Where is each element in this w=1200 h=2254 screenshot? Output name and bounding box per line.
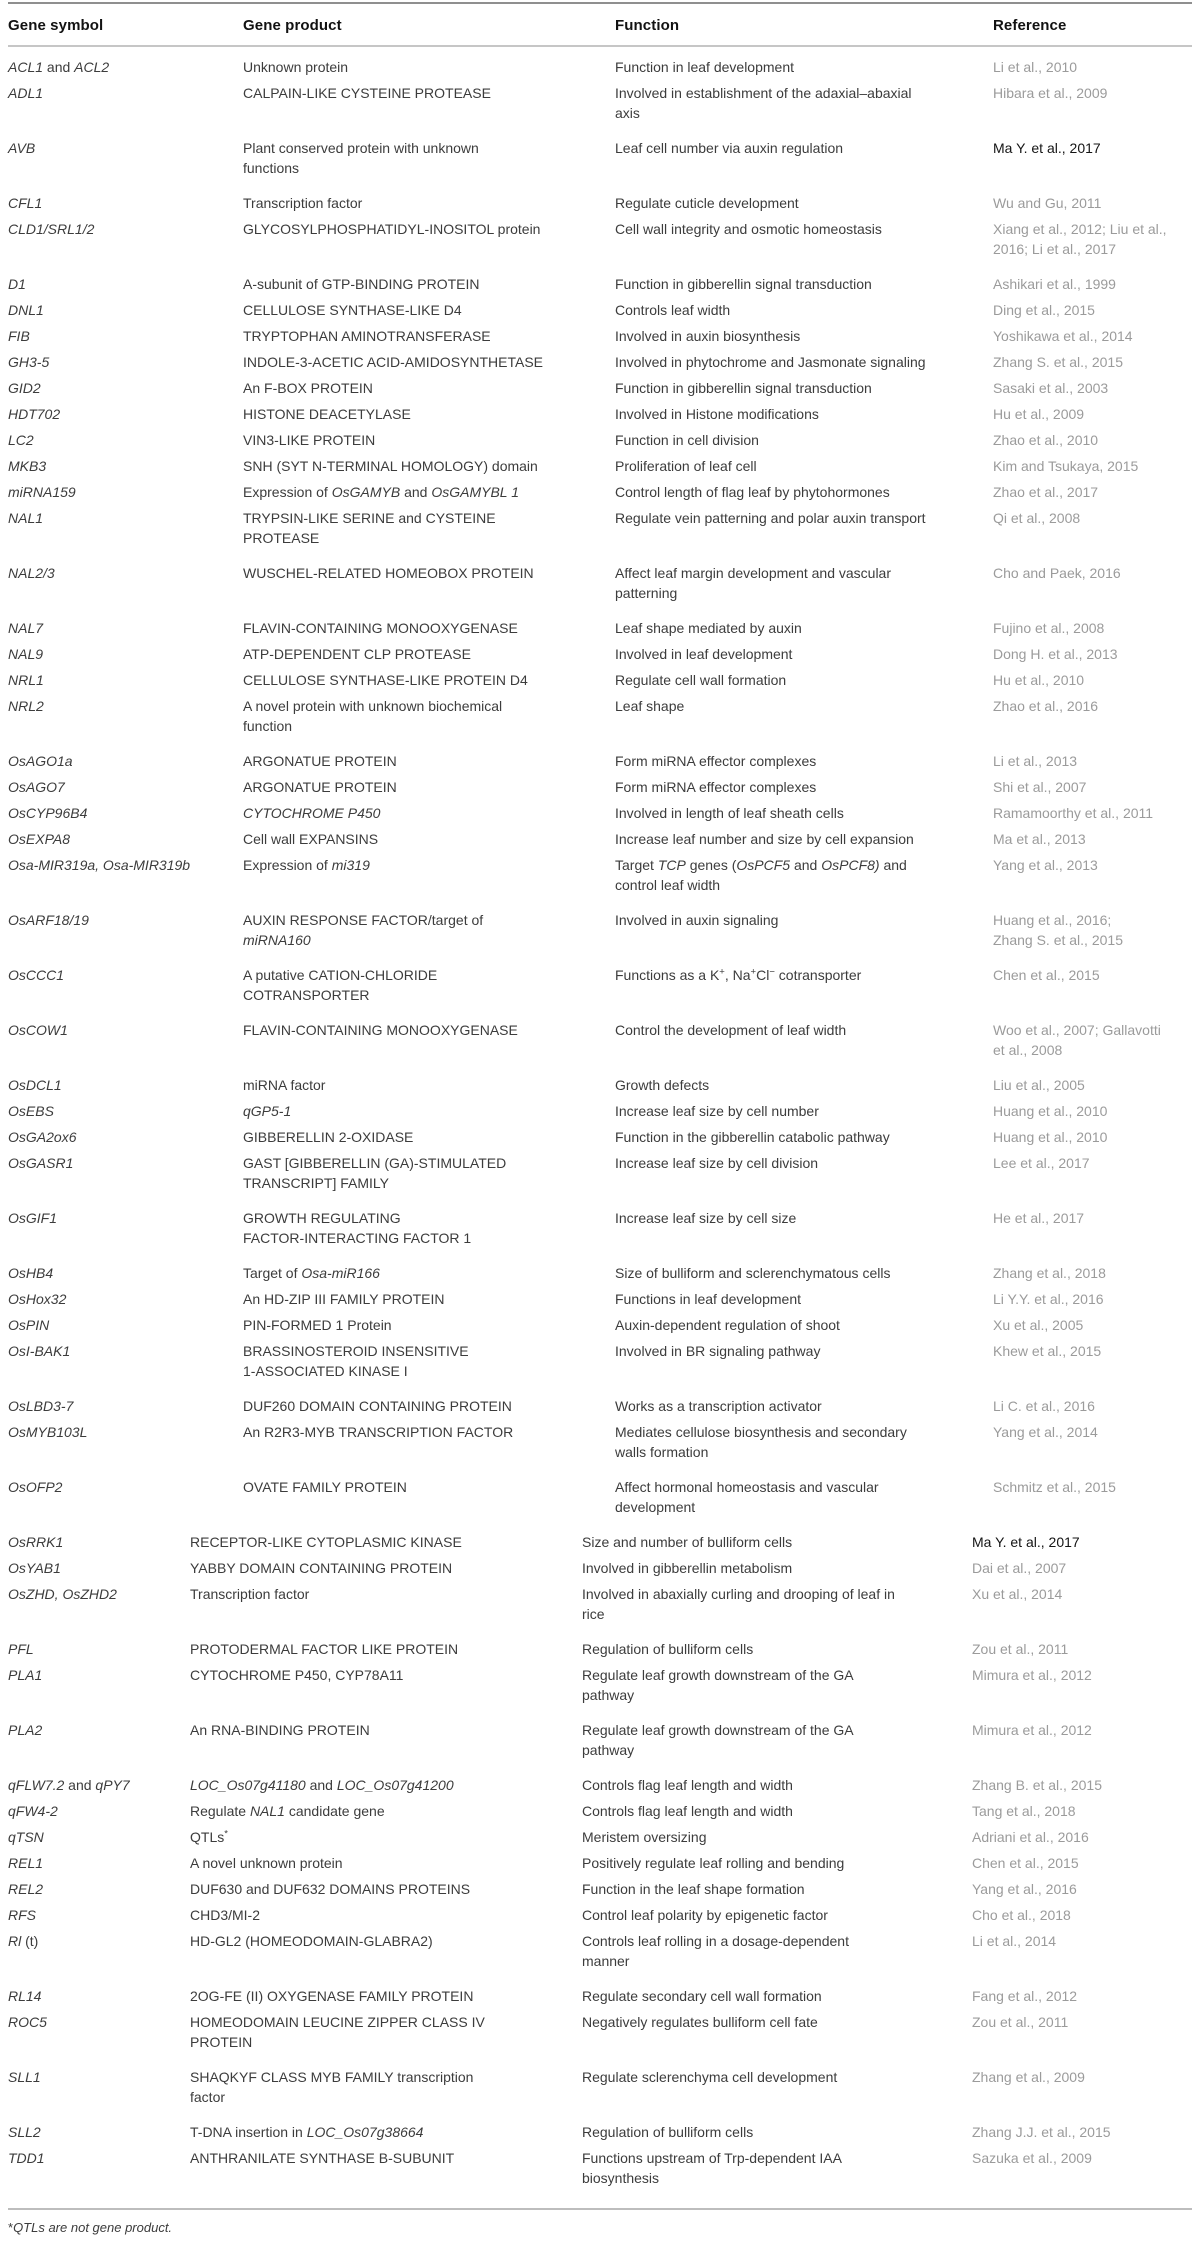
table-row (8, 1338, 1192, 1393)
gene-symbol-cell: OsCCC1 (8, 967, 65, 983)
gene-symbol-cell: NAL7 (8, 620, 44, 636)
gene-symbol-cell: SLL1 (8, 2069, 41, 2085)
reference-cell: Li et al., 2013 (993, 753, 1078, 769)
gene-symbol-cell: OsOFP2 (8, 1479, 63, 1495)
gene-product-cell: AUXIN RESPONSE FACTOR/target of miRNA160 (243, 912, 484, 948)
gene-symbol-cell: NAL1 (8, 510, 44, 526)
function-cell: Regulation of bulliform cells (582, 2124, 754, 2140)
function-cell: Proliferation of leaf cell (615, 458, 757, 474)
reference-cell: Ramamoorthy et al., 2011 (993, 805, 1154, 821)
function-cell: Increase leaf size by cell division (615, 1155, 819, 1171)
gene-symbol-cell: OsZHD, OsZHD2 (8, 1586, 117, 1602)
gene-product-cell: CELLULOSE SYNTHASE-LIKE D4 (243, 302, 462, 318)
gene-product-cell: An HD-ZIP III FAMILY PROTEIN (243, 1291, 445, 1307)
reference-cell: Wu and Gu, 2011 (993, 195, 1102, 211)
gene-product-cell: Unknown protein (243, 59, 349, 75)
reference-cell: Xu et al., 2005 (993, 1317, 1084, 1333)
function-cell: Regulate sclerenchyma cell development (582, 2069, 838, 2085)
reference-cell: Shi et al., 2007 (993, 779, 1087, 795)
gene-product-cell: GROWTH REGULATING FACTOR-INTERACTING FACTOR 1 (243, 1210, 472, 1246)
table-row (8, 1124, 1192, 1150)
function-cell: Regulate leaf growth downstream of the GA pathway (582, 1722, 854, 1758)
table-row (8, 297, 1192, 323)
reference-cell: Tang et al., 2018 (972, 1803, 1076, 1819)
function-cell: Involved in gibberellin metabolism (582, 1560, 793, 1576)
table-row (8, 1555, 1192, 1581)
gene-product-cell: CYTOCHROME P450 (243, 805, 381, 821)
gene-symbol-cell: OsARF18/19 (8, 912, 89, 928)
table-row (8, 962, 1192, 1017)
gene-product-cell: CELLULOSE SYNTHASE-LIKE PROTEIN D4 (243, 672, 528, 688)
gene-symbol-cell: GH3-5 (8, 354, 50, 370)
function-cell: Involved in Histone modifications (615, 406, 819, 422)
table-row (8, 852, 1192, 907)
reference-cell: Ashikari et al., 1999 (993, 276, 1116, 292)
gene-symbol-cell: CFL1 (8, 195, 43, 211)
gene-product-cell: SNH (SYT N-TERMINAL HOMOLOGY) domain (243, 458, 538, 474)
reference-cell: Zhao et al., 2010 (993, 432, 1099, 448)
gene-symbol-cell: GID2 (8, 380, 41, 396)
gene-symbol-cell: OsGIF1 (8, 1210, 58, 1226)
reference-cell: Zhang et al., 2009 (972, 2069, 1085, 2085)
function-cell: Increase leaf size by cell number (615, 1103, 819, 1119)
table-row (8, 615, 1192, 641)
gene-symbol-cell: OsAGO7 (8, 779, 65, 795)
gene-product-cell: DUF260 DOMAIN CONTAINING PROTEIN (243, 1398, 512, 1414)
function-cell: Cell wall integrity and osmotic homeostasis (615, 221, 882, 237)
function-cell: Positively regulate leaf rolling and bending (582, 1855, 845, 1871)
reference-cell: Zhang S. et al., 2015 (993, 354, 1123, 370)
table-row (8, 2119, 1192, 2145)
gene-product-cell: TRYPSIN-LIKE SERINE and CYSTEINE PROTEASE (243, 510, 496, 546)
gene-symbol-cell: PLA1 (8, 1667, 43, 1683)
gene-symbol-cell: OsHB4 (8, 1265, 54, 1281)
table-row (8, 693, 1192, 748)
table-row (8, 271, 1192, 297)
reference-cell: Li Y.Y. et al., 2016 (993, 1291, 1104, 1307)
function-cell: Regulate vein patterning and polar auxin transport (615, 510, 926, 526)
gene-product-cell: CALPAIN-LIKE CYSTEINE PROTEASE (243, 85, 491, 101)
function-cell: Form miRNA effector complexes (615, 753, 817, 769)
reference-cell: Ding et al., 2015 (993, 302, 1095, 318)
gene-symbol-cell: OsMYB103L (8, 1424, 88, 1440)
function-cell: Functions as a K+, Na+Cl− cotransporter (615, 966, 862, 983)
gene-symbol-cell: OsI-BAK1 (8, 1343, 71, 1359)
gene-symbol-cell: Rl (t) (8, 1933, 39, 1949)
table-row (8, 1260, 1192, 1286)
gene-product-cell: T-DNA insertion in LOC_Os07g38664 (190, 2124, 424, 2140)
gene-symbol-cell: NAL2/3 (8, 565, 55, 581)
function-cell: Controls flag leaf length and width (582, 1803, 793, 1819)
function-cell: Size of bulliform and sclerenchymatous cells (615, 1265, 891, 1281)
gene-symbol-cell: PLA2 (8, 1722, 43, 1738)
gene-symbol-cell: miRNA159 (8, 484, 76, 500)
table-row (8, 427, 1192, 453)
gene-product-cell: INDOLE-3-ACETIC ACID-AMIDOSYNTHETASE (243, 354, 544, 370)
gene-symbol-cell: CLD1/SRL1/2 (8, 221, 95, 237)
function-cell: Functions in leaf development (615, 1291, 801, 1307)
table-row (8, 1098, 1192, 1124)
reference-cell: Fujino et al., 2008 (993, 620, 1105, 636)
reference-cell: Chen et al., 2015 (972, 1855, 1079, 1871)
function-cell: Leaf shape mediated by auxin (615, 620, 802, 636)
reference-cell: Huang et al., 2010 (993, 1103, 1108, 1119)
gene-symbol-cell: RFS (8, 1907, 36, 1923)
gene-product-cell: VIN3-LIKE PROTEIN (243, 432, 376, 448)
gene-product-cell: TRYPTOPHAN AMINOTRANSFERASE (243, 328, 491, 344)
gene-product-cell: FLAVIN-CONTAINING MONOOXYGENASE (243, 620, 518, 636)
gene-product-cell: Transcription factor (190, 1586, 310, 1602)
function-cell: Auxin-dependent regulation of shoot (615, 1317, 840, 1333)
table-row (8, 800, 1192, 826)
reference-cell: Sazuka et al., 2009 (972, 2150, 1092, 2166)
table-row (8, 1072, 1192, 1098)
table-row (8, 505, 1192, 560)
function-cell: Function in gibberellin signal transduction (615, 276, 872, 292)
reference-cell: Mimura et al., 2012 (972, 1722, 1092, 1738)
table-row (8, 1286, 1192, 1312)
reference-cell: Liu et al., 2005 (993, 1077, 1085, 1093)
gene-symbol-cell: OsDCL1 (8, 1077, 62, 1093)
table-row (8, 1798, 1192, 1824)
table-row (8, 349, 1192, 375)
table-row (8, 1850, 1192, 1876)
reference-cell: Sasaki et al., 2003 (993, 380, 1109, 396)
table-row (8, 1474, 1192, 1529)
reference-cell: Zou et al., 2011 (972, 1641, 1069, 1657)
function-cell: Control leaf polarity by epigenetic factor (582, 1907, 828, 1923)
gene-product-cell: A novel unknown protein (190, 1855, 343, 1871)
reference-cell: Yang et al., 2016 (972, 1881, 1077, 1897)
reference-cell: Yang et al., 2013 (993, 857, 1098, 873)
reference-cell: Fang et al., 2012 (972, 1988, 1078, 2004)
gene-symbol-cell: REL1 (8, 1855, 44, 1871)
table-row (8, 641, 1192, 667)
table-row (8, 190, 1192, 216)
table-row (8, 1017, 1192, 1072)
table-row (8, 1581, 1192, 1636)
reference-cell: Zhang J.J. et al., 2015 (972, 2124, 1111, 2140)
reference-cell: Yoshikawa et al., 2014 (993, 328, 1133, 344)
table-row (8, 907, 1192, 962)
gene-symbol-cell: qFLW7.2 and qPY7 (8, 1777, 130, 1793)
reference-cell: Dai et al., 2007 (972, 1560, 1067, 1576)
reference-cell: Yang et al., 2014 (993, 1424, 1098, 1440)
gene-product-cell: OVATE FAMILY PROTEIN (243, 1479, 407, 1495)
table-row (8, 1150, 1192, 1205)
function-cell: Regulate cuticle development (615, 195, 799, 211)
gene-product-cell: PIN-FORMED 1 Protein (243, 1317, 392, 1333)
function-cell: Function in the leaf shape formation (582, 1881, 805, 1897)
gene-product-cell: HOMEODOMAIN LEUCINE ZIPPER CLASS IV PROTEIN (190, 2014, 485, 2050)
gene-product-cell: QTLs* (190, 1828, 228, 1845)
gene-symbol-cell: ACL1 and ACL2 (8, 59, 110, 75)
gene-symbol-cell: OsGA2ox6 (8, 1129, 77, 1145)
gene-symbol-cell: qFW4-2 (8, 1803, 58, 1819)
gene-product-cell: Target of Osa-miR166 (243, 1265, 380, 1281)
reference-cell: Qi et al., 2008 (993, 510, 1081, 526)
function-cell: Control the development of leaf width (615, 1022, 847, 1038)
table-row (8, 774, 1192, 800)
reference-cell: Zhang B. et al., 2015 (972, 1777, 1102, 1793)
table-row (8, 1824, 1192, 1850)
table-row (8, 80, 1192, 135)
function-cell: Leaf cell number via auxin regulation (615, 140, 844, 156)
table-row (8, 2009, 1192, 2064)
table-row (8, 826, 1192, 852)
gene-symbol-cell: OsRRK1 (8, 1534, 64, 1550)
reference-cell: Ma Y. et al., 2017 (972, 1534, 1080, 1550)
reference-cell: Zhao et al., 2017 (993, 484, 1099, 500)
gene-symbol-cell: D1 (8, 276, 26, 292)
reference-cell: Schmitz et al., 2015 (993, 1479, 1116, 1495)
column-header-reference: Reference (993, 17, 1067, 34)
gene-symbol-cell: OsHox32 (8, 1291, 67, 1307)
reference-cell: Ma Y. et al., 2017 (993, 140, 1101, 156)
function-cell: Control length of flag leaf by phytohormones (615, 484, 890, 500)
gene-product-cell: ANTHRANILATE SYNTHASE B-SUBUNIT (190, 2150, 455, 2166)
table-row (8, 1717, 1192, 1772)
gene-symbol-cell: NAL9 (8, 646, 44, 662)
reference-cell: Hu et al., 2009 (993, 406, 1085, 422)
gene-product-cell: WUSCHEL-RELATED HOMEOBOX PROTEIN (243, 565, 534, 581)
function-cell: Regulate leaf growth downstream of the GA pathway (582, 1667, 854, 1703)
gene-product-cell: Regulate NAL1 candidate gene (190, 1803, 385, 1819)
gene-product-cell: HD-GL2 (HOMEODOMAIN-GLABRA2) (190, 1933, 433, 1949)
reference-cell: Xiang et al., 2012; Liu et al., 2016; Li et al., 2017 (993, 221, 1167, 257)
reference-cell: Mimura et al., 2012 (972, 1667, 1092, 1683)
reference-cell: Huang et al., 2010 (993, 1129, 1108, 1145)
function-cell: Function in leaf development (615, 59, 794, 75)
gene-symbol-cell: RL14 (8, 1988, 42, 2004)
reference-cell: Lee et al., 2017 (993, 1155, 1090, 1171)
function-cell: Affect hormonal homeostasis and vascular development (615, 1479, 879, 1515)
table-row (8, 1902, 1192, 1928)
gene-symbol-cell: OsEXPA8 (8, 831, 70, 847)
gene-product-cell: miRNA factor (243, 1077, 326, 1093)
reference-cell: Cho et al., 2018 (972, 1907, 1071, 1923)
table-row (8, 323, 1192, 349)
gene-symbol-cell: TDD1 (8, 2150, 45, 2166)
gene-product-cell: Expression of OsGAMYB and OsGAMYBL 1 (243, 484, 519, 500)
gene-symbol-cell: OsEBS (8, 1103, 54, 1119)
function-cell: Involved in phytochrome and Jasmonate signaling (615, 354, 926, 370)
function-cell: Involved in length of leaf sheath cells (615, 805, 844, 821)
table-row (8, 1772, 1192, 1798)
table-row (8, 667, 1192, 693)
gene-product-cell: Cell wall EXPANSINS (243, 831, 379, 847)
gene-symbol-cell: DNL1 (8, 302, 44, 318)
gene-product-cell: An R2R3-MYB TRANSCRIPTION FACTOR (243, 1424, 514, 1440)
gene-product-cell: ARGONATUE PROTEIN (243, 753, 397, 769)
gene-product-cell: GAST [GIBBERELLIN (GA)-STIMULATED TRANSCRIPT] FAMILY (243, 1155, 507, 1191)
table-row (8, 1636, 1192, 1662)
table-row (8, 216, 1192, 271)
gene-symbol-cell: AVB (8, 140, 36, 156)
gene-product-cell: RECEPTOR-LIKE CYTOPLASMIC KINASE (190, 1534, 462, 1550)
gene-symbol-cell: REL2 (8, 1881, 44, 1897)
function-cell: Involved in BR signaling pathway (615, 1343, 821, 1359)
gene-symbol-cell: OsYAB1 (8, 1560, 61, 1576)
reference-cell: Li et al., 2014 (972, 1933, 1057, 1949)
gene-product-cell: DUF630 and DUF632 DOMAINS PROTEINS (190, 1881, 471, 1897)
reference-cell: Zhao et al., 2016 (993, 698, 1099, 714)
table-footnote: *QTLs are not gene product. (8, 2220, 173, 2235)
table-row (8, 748, 1192, 774)
table-row (8, 2064, 1192, 2119)
reference-cell: Dong H. et al., 2013 (993, 646, 1118, 662)
reference-cell: Huang et al., 2016; Zhang S. et al., 2015 (993, 912, 1123, 948)
function-cell: Negatively regulates bulliform cell fate (582, 2014, 818, 2030)
reference-cell: He et al., 2017 (993, 1210, 1085, 1226)
function-cell: Involved in auxin signaling (615, 912, 779, 928)
function-cell: Regulate secondary cell wall formation (582, 1988, 822, 2004)
table-row (8, 453, 1192, 479)
column-header-gene-symbol: Gene symbol (8, 17, 104, 34)
function-cell: Form miRNA effector complexes (615, 779, 817, 795)
function-cell: Controls flag leaf length and width (582, 1777, 793, 1793)
function-cell: Size and number of bulliform cells (582, 1534, 793, 1550)
function-cell: Growth defects (615, 1077, 710, 1093)
gene-product-cell: FLAVIN-CONTAINING MONOOXYGENASE (243, 1022, 518, 1038)
function-cell: Involved in auxin biosynthesis (615, 328, 801, 344)
gene-symbol-cell: FIB (8, 328, 30, 344)
gene-product-cell: 2OG-FE (II) OXYGENASE FAMILY PROTEIN (190, 1988, 474, 2004)
table-row (8, 1662, 1192, 1717)
reference-cell: Ma et al., 2013 (993, 831, 1086, 847)
function-cell: Involved in establishment of the adaxial–abaxial axis (615, 85, 912, 121)
reference-cell: Chen et al., 2015 (993, 967, 1100, 983)
table-row (8, 479, 1192, 505)
function-cell: Works as a transcription activator (615, 1398, 822, 1414)
gene-symbol-cell: qTSN (8, 1829, 44, 1845)
function-cell: Controls leaf rolling in a dosage-dependent manner (582, 1933, 849, 1969)
table-row (8, 1393, 1192, 1419)
gene-product-cell: A putative CATION-CHLORIDE COTRANSPORTER (243, 967, 438, 1003)
gene-symbol-cell: OsCYP96B4 (8, 805, 88, 821)
table-row (8, 54, 1192, 80)
gene-symbol-cell: OsCOW1 (8, 1022, 68, 1038)
reference-cell: Khew et al., 2015 (993, 1343, 1102, 1359)
column-header-function: Function (615, 17, 680, 34)
function-cell: Increase leaf number and size by cell expansion (615, 831, 914, 847)
function-cell: Regulate cell wall formation (615, 672, 787, 688)
gene-symbol-cell: SLL2 (8, 2124, 41, 2140)
function-cell: Functions upstream of Trp-dependent IAA biosynthesis (582, 2150, 842, 2186)
reference-cell: Li et al., 2010 (993, 59, 1078, 75)
gene-product-cell: PROTODERMAL FACTOR LIKE PROTEIN (190, 1641, 459, 1657)
gene-symbol-cell: NRL2 (8, 698, 44, 714)
gene-symbol-cell: ADL1 (8, 85, 44, 101)
function-cell: Function in gibberellin signal transduction (615, 380, 872, 396)
table-row (8, 401, 1192, 427)
reference-cell: Adriani et al., 2016 (972, 1829, 1089, 1845)
table-row (8, 1928, 1192, 1983)
table-row (8, 560, 1192, 615)
gene-product-cell: HISTONE DEACETYLASE (243, 406, 411, 422)
gene-product-cell: Plant conserved protein with unknown functions (243, 140, 479, 176)
reference-cell: Hibara et al., 2009 (993, 85, 1108, 101)
reference-cell: Woo et al., 2007; Gallavotti et al., 2008 (993, 1022, 1161, 1058)
gene-product-cell: GLYCOSYLPHOSPHATIDYL-INOSITOL protein (243, 221, 541, 237)
gene-product-cell: A novel protein with unknown biochemical function (243, 698, 503, 734)
table-row (8, 1876, 1192, 1902)
table-row (8, 375, 1192, 401)
gene-symbol-cell: OsGASR1 (8, 1155, 74, 1171)
gene-symbol-cell: OsPIN (8, 1317, 50, 1333)
table-header-row (8, 4, 1192, 47)
table-body (8, 47, 1192, 2200)
gene-symbol-cell: PFL (8, 1641, 34, 1657)
gene-symbol-cell: OsLBD3-7 (8, 1398, 74, 1414)
gene-product-cell: YABBY DOMAIN CONTAINING PROTEIN (190, 1560, 453, 1576)
reference-cell: Zou et al., 2011 (972, 2014, 1069, 2030)
gene-symbol-cell: OsAGO1a (8, 753, 73, 769)
gene-product-cell: CYTOCHROME P450, CYP78A11 (190, 1667, 404, 1683)
gene-symbol-cell: LC2 (8, 432, 34, 448)
table-row (8, 1312, 1192, 1338)
gene-symbol-cell: NRL1 (8, 672, 44, 688)
gene-symbol-cell: MKB3 (8, 458, 47, 474)
gene-product-cell: Expression of mi319 (243, 857, 370, 873)
gene-product-cell: Transcription factor (243, 195, 363, 211)
function-cell: Controls leaf width (615, 302, 731, 318)
function-cell: Involved in abaxially curling and drooping of leaf in rice (582, 1586, 895, 1622)
gene-symbol-cell: HDT702 (8, 406, 61, 422)
function-cell: Affect leaf margin development and vascular patterning (615, 565, 892, 601)
gene-product-cell: ATP-DEPENDENT CLP PROTEASE (243, 646, 471, 662)
function-cell: Leaf shape (615, 698, 685, 714)
table-row (8, 135, 1192, 190)
gene-product-cell: A-subunit of GTP-BINDING PROTEIN (243, 276, 480, 292)
function-cell: Increase leaf size by cell size (615, 1210, 797, 1226)
reference-cell: Cho and Paek, 2016 (993, 565, 1121, 581)
function-cell: Regulation of bulliform cells (582, 1641, 754, 1657)
function-cell: Meristem oversizing (582, 1829, 707, 1845)
reference-cell: Kim and Tsukaya, 2015 (993, 458, 1139, 474)
gene-product-cell: LOC_Os07g41180 and LOC_Os07g41200 (190, 1777, 454, 1793)
function-cell: Mediates cellulose biosynthesis and secondary walls formation (615, 1424, 907, 1460)
function-cell: Involved in leaf development (615, 646, 793, 662)
reference-cell: Li C. et al., 2016 (993, 1398, 1095, 1414)
table-row (8, 1529, 1192, 1555)
gene-product-cell: SHAQKYF CLASS MYB FAMILY transcription factor (190, 2069, 474, 2105)
gene-product-cell: BRASSINOSTEROID INSENSITIVE 1-ASSOCIATED KINASE I (243, 1343, 469, 1379)
table-row (8, 2145, 1192, 2200)
table-row (8, 1983, 1192, 2009)
function-cell: Function in the gibberellin catabolic pathway (615, 1129, 890, 1145)
column-header-gene-product: Gene product (243, 17, 342, 34)
gene-product-cell: ARGONATUE PROTEIN (243, 779, 397, 795)
gene-symbol-cell: ROC5 (8, 2014, 47, 2030)
gene-product-cell: An RNA-BINDING PROTEIN (190, 1722, 370, 1738)
gene-symbol-cell: Osa-MIR319a, Osa-MIR319b (8, 857, 191, 873)
reference-cell: Hu et al., 2010 (993, 672, 1085, 688)
function-cell: Function in cell division (615, 432, 759, 448)
table-row (8, 1419, 1192, 1474)
table-row (8, 1205, 1192, 1260)
gene-product-cell: An F-BOX PROTEIN (243, 380, 373, 396)
gene-product-cell: CHD3/MI-2 (190, 1907, 261, 1923)
function-cell: Target TCP genes (OsPCF5 and OsPCF8) and control leaf width (615, 857, 907, 893)
gene-product-cell: GIBBERELLIN 2-OXIDASE (243, 1129, 414, 1145)
gene-product-cell: qGP5-1 (243, 1103, 292, 1119)
reference-cell: Zhang et al., 2018 (993, 1265, 1106, 1281)
reference-cell: Xu et al., 2014 (972, 1586, 1063, 1602)
